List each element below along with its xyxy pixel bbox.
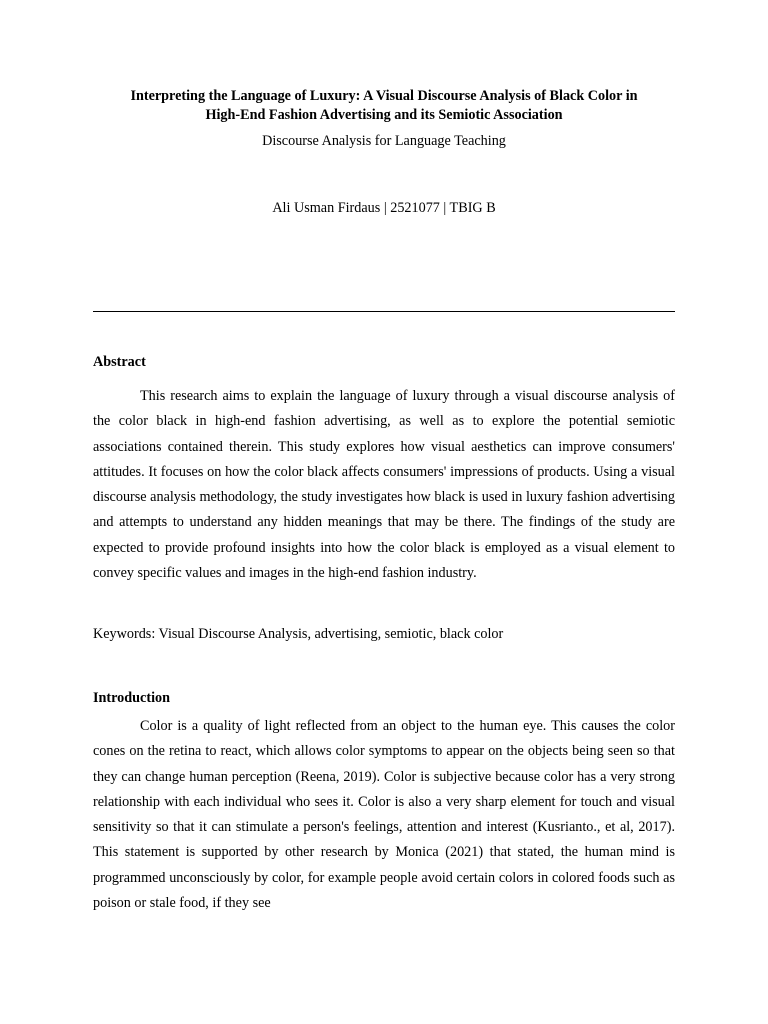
document-subtitle: Discourse Analysis for Language Teaching bbox=[262, 133, 506, 149]
horizontal-rule bbox=[93, 311, 675, 312]
document-title bbox=[93, 87, 675, 125]
title-line-2: High-End Fashion Advertising and its Semiotic Association bbox=[205, 107, 563, 123]
abstract-heading: Abstract bbox=[93, 354, 146, 370]
keywords-line: Keywords: Visual Discourse Analysis, advertising, semiotic, black color bbox=[93, 626, 504, 642]
title-line-1: Interpreting the Language of Luxury: A Visual Discourse Analysis of Black Color in bbox=[130, 88, 638, 104]
introduction-paragraph: Color is a quality of light reflected from an object to the human eye. This causes the color cones on the retina to react, which allows color symptoms to appear on the objects being seen so that they can change human perception (Reena, 2019). Color is subjective because color has a very strong relationship with each individual who sees it. Color is also a very sharp element for touch and visual sensitivity so that it can stimulate a person's feelings, attention and interest (Kusrianto., et al, 2017). This statement is supported by other research by Monica (2021) that stated, the human mind is programmed unconsciously by color, for example people avoid certain colors in colored foods such as poison or stale food, if they see bbox=[93, 718, 675, 912]
abstract-paragraph: This research aims to explain the language of luxury through a visual discourse analysis of the color black in high-end fashion advertising, as well as to explore the potential semiotic associations contained therein. This study explores how visual aesthetics can improve consumers' attitudes. It focuses on how the color black affects consumers' impressions of products. Using a visual discourse analysis methodology, the study investigates how black is used in luxury fashion advertising and attempts to understand any hidden meanings that may be there. The findings of the study are expected to provide profound insights into how the color black is employed as a visual element to convey specific values and images in the high-end fashion industry. bbox=[93, 388, 675, 582]
author-line: Ali Usman Firdaus | 2521077 | TBIG B bbox=[272, 200, 496, 216]
introduction-heading: Introduction bbox=[93, 690, 170, 706]
